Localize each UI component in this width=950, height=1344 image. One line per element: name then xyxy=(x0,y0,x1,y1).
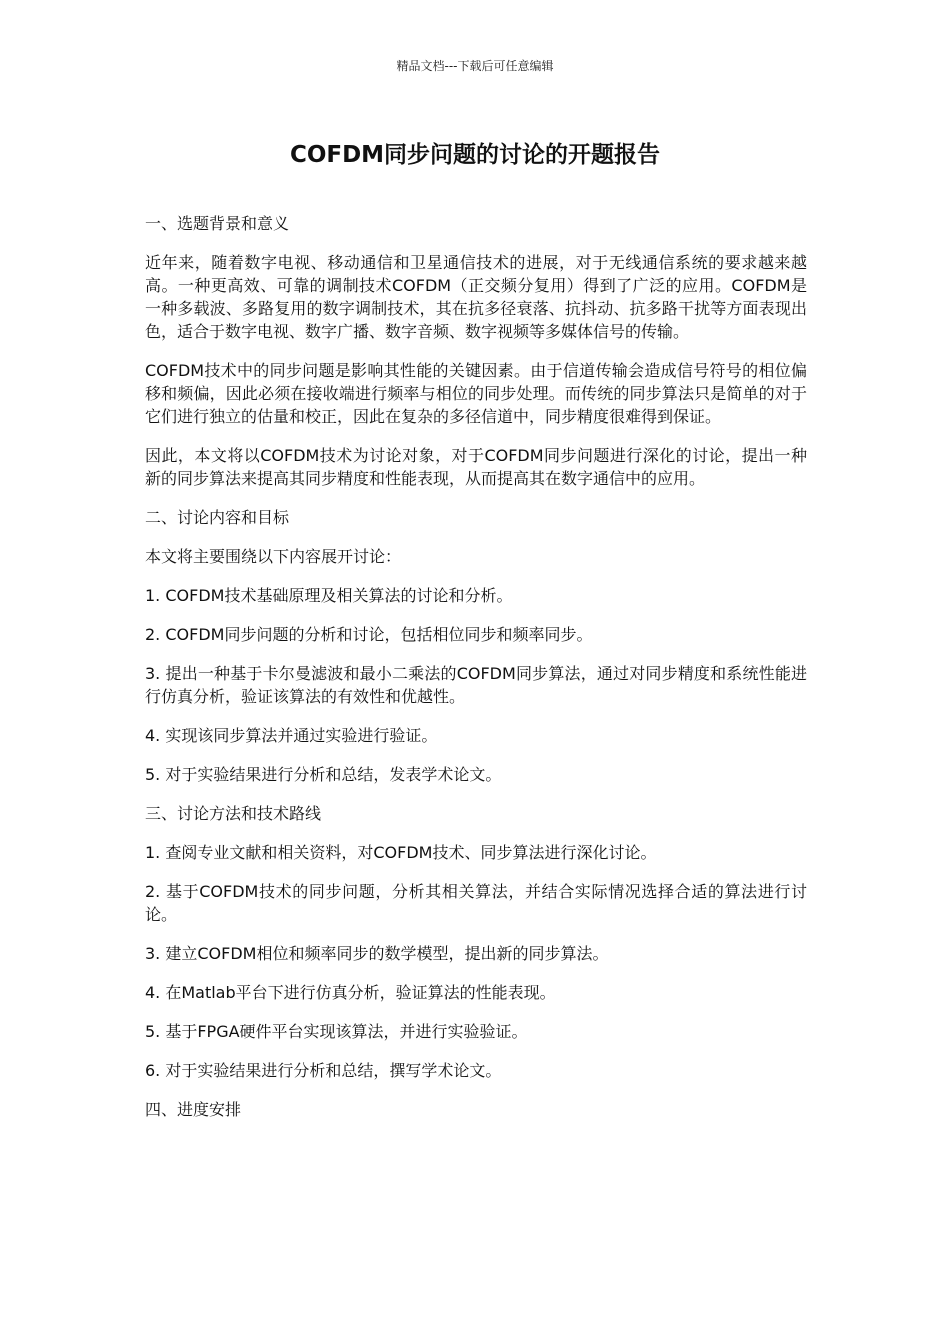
list-item: 3. 提出一种基于卡尔曼滤波和最小二乘法的COFDM同步算法，通过对同步精度和系统性能进行仿真分析，验证该算法的有效性和优越性。 xyxy=(145,664,807,706)
section-heading-content: 二、讨论内容和目标 xyxy=(145,508,290,527)
list-item: 4. 实现该同步算法并通过实验进行验证。 xyxy=(145,726,438,745)
list-item: 3. 建立COFDM相位和频率同步的数学模型，提出新的同步算法。 xyxy=(145,944,609,963)
section-heading-methods: 三、讨论方法和技术路线 xyxy=(145,804,322,823)
list-item: 6. 对于实验结果进行分析和总结，撰写学术论文。 xyxy=(145,1061,502,1080)
body-paragraph: 本文将主要围绕以下内容展开讨论： xyxy=(145,547,402,566)
header-note: 精品文档---下载后可任意编辑 xyxy=(396,59,554,73)
list-item: 1. 查阅专业文献和相关资料，对COFDM技术、同步算法进行深化讨论。 xyxy=(145,843,657,862)
list-item: 5. 基于FPGA硬件平台实现该算法，并进行实验验证。 xyxy=(145,1022,528,1041)
body-paragraph: 近年来，随着数字电视、移动通信和卫星通信技术的进展，对于无线通信系统的要求越来越高。一种更高效、可靠的调制技术COFDM（正交频分复用）得到了广泛的应用。COFDM是一种多载波、多路复用的数字调制技术，其在抗多径衰落、抗抖动、抗多路干扰等方面表现出色，适合于数字电视、数字广播、数字音频、数字视频等多媒体信号的传输。 xyxy=(145,253,807,341)
document-body xyxy=(145,212,807,1137)
list-item: 2. COFDM同步问题的分析和讨论，包括相位同步和频率同步。 xyxy=(145,625,593,644)
section-heading-schedule: 四、进度安排 xyxy=(145,1100,242,1119)
document-title: COFDM同步问题的讨论的开题报告 xyxy=(289,142,661,168)
list-item: 5. 对于实验结果进行分析和总结，发表学术论文。 xyxy=(145,765,502,784)
list-item: 1. COFDM技术基础原理及相关算法的讨论和分析。 xyxy=(145,586,513,605)
section-heading-background: 一、选题背景和意义 xyxy=(145,214,290,233)
list-item: 2. 基于COFDM技术的同步问题，分析其相关算法，并结合实际情况选择合适的算法进行讨论。 xyxy=(145,882,807,924)
body-paragraph: COFDM技术中的同步问题是影响其性能的关键因素。由于信道传输会造成信号符号的相位偏移和频偏，因此必须在接收端进行频率与相位的同步处理。而传统的同步算法只是简单的对于它们进行独立的估量和校正，因此在复杂的多径信道中，同步精度很难得到保证。 xyxy=(145,361,807,426)
list-item: 4. 在Matlab平台下进行仿真分析，验证算法的性能表现。 xyxy=(145,983,556,1002)
body-paragraph: 因此，本文将以COFDM技术为讨论对象，对于COFDM同步问题进行深化的讨论，提出一种新的同步算法来提高其同步精度和性能表现，从而提高其在数字通信中的应用。 xyxy=(145,446,807,488)
